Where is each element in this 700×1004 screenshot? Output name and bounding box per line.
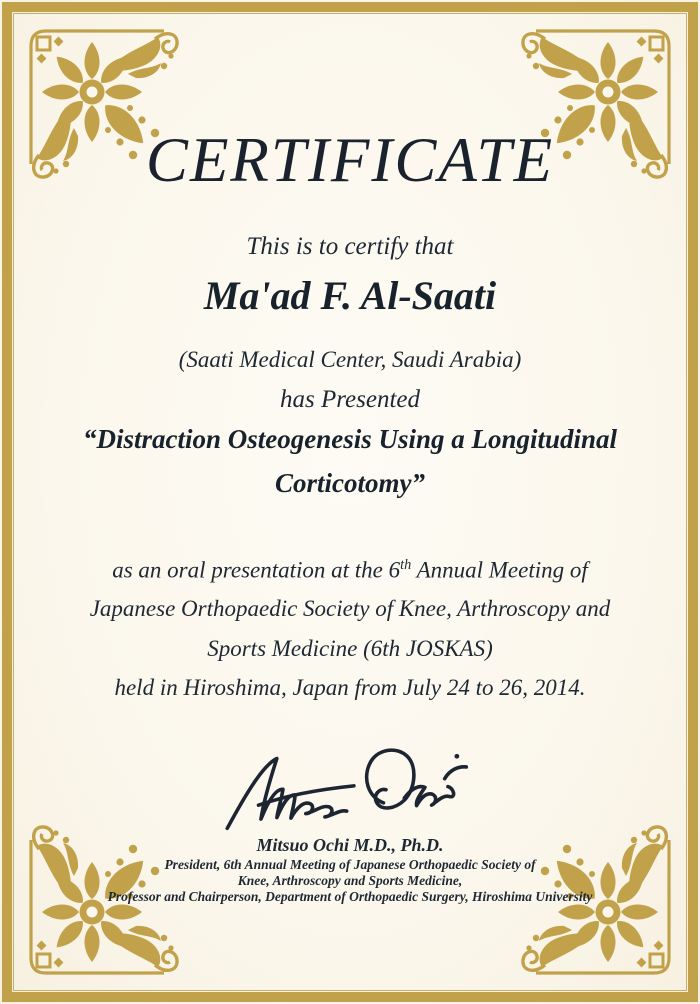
signatory-credential-line-3: Professor and Chairperson, Department of Orthopaedic Surgery, Hiroshima University — [107, 889, 593, 904]
body-line1-post: Annual Meeting of — [411, 557, 588, 583]
certify-line: This is to certify that — [246, 233, 454, 260]
presented-line: has Presented — [279, 386, 420, 413]
recipient-affiliation: (Saati Medical Center, Saudi Arabia) — [178, 347, 522, 372]
signatory-credential-line-2: Knee, Arthroscopy and Sports Medicine, — [237, 873, 463, 888]
body-text-line-3: Sports Medicine (6th JOSKAS) — [207, 636, 493, 661]
body-text-line-4: held in Hiroshima, Japan from July 24 to 26, 2014. — [114, 675, 586, 700]
body-text-line-1 — [0, 557, 700, 584]
recipient-name: Ma'ad F. Al-Saati — [203, 273, 497, 318]
body-line1-pre: as an oral presentation at the 6 — [112, 557, 401, 583]
body-line1-superscript: th — [400, 557, 412, 573]
handwritten-signature-icon — [218, 735, 481, 844]
talk-title-line-2: Corticotomy” — [275, 468, 425, 498]
body-text-line-2: Japanese Orthopaedic Society of Knee, Arthroscopy and — [89, 596, 611, 621]
talk-title-line-1: “Distraction Osteogenesis Using a Longitudinal — [82, 424, 618, 454]
signatory-credential-line-1: President, 6th Annual Meeting of Japanese Orthopaedic Society of — [164, 857, 536, 872]
signature-area — [218, 735, 481, 844]
signatory-name: Mitsuo Ochi M.D., Ph.D. — [256, 835, 444, 855]
certificate-title: CERTIFICATE — [145, 125, 555, 195]
